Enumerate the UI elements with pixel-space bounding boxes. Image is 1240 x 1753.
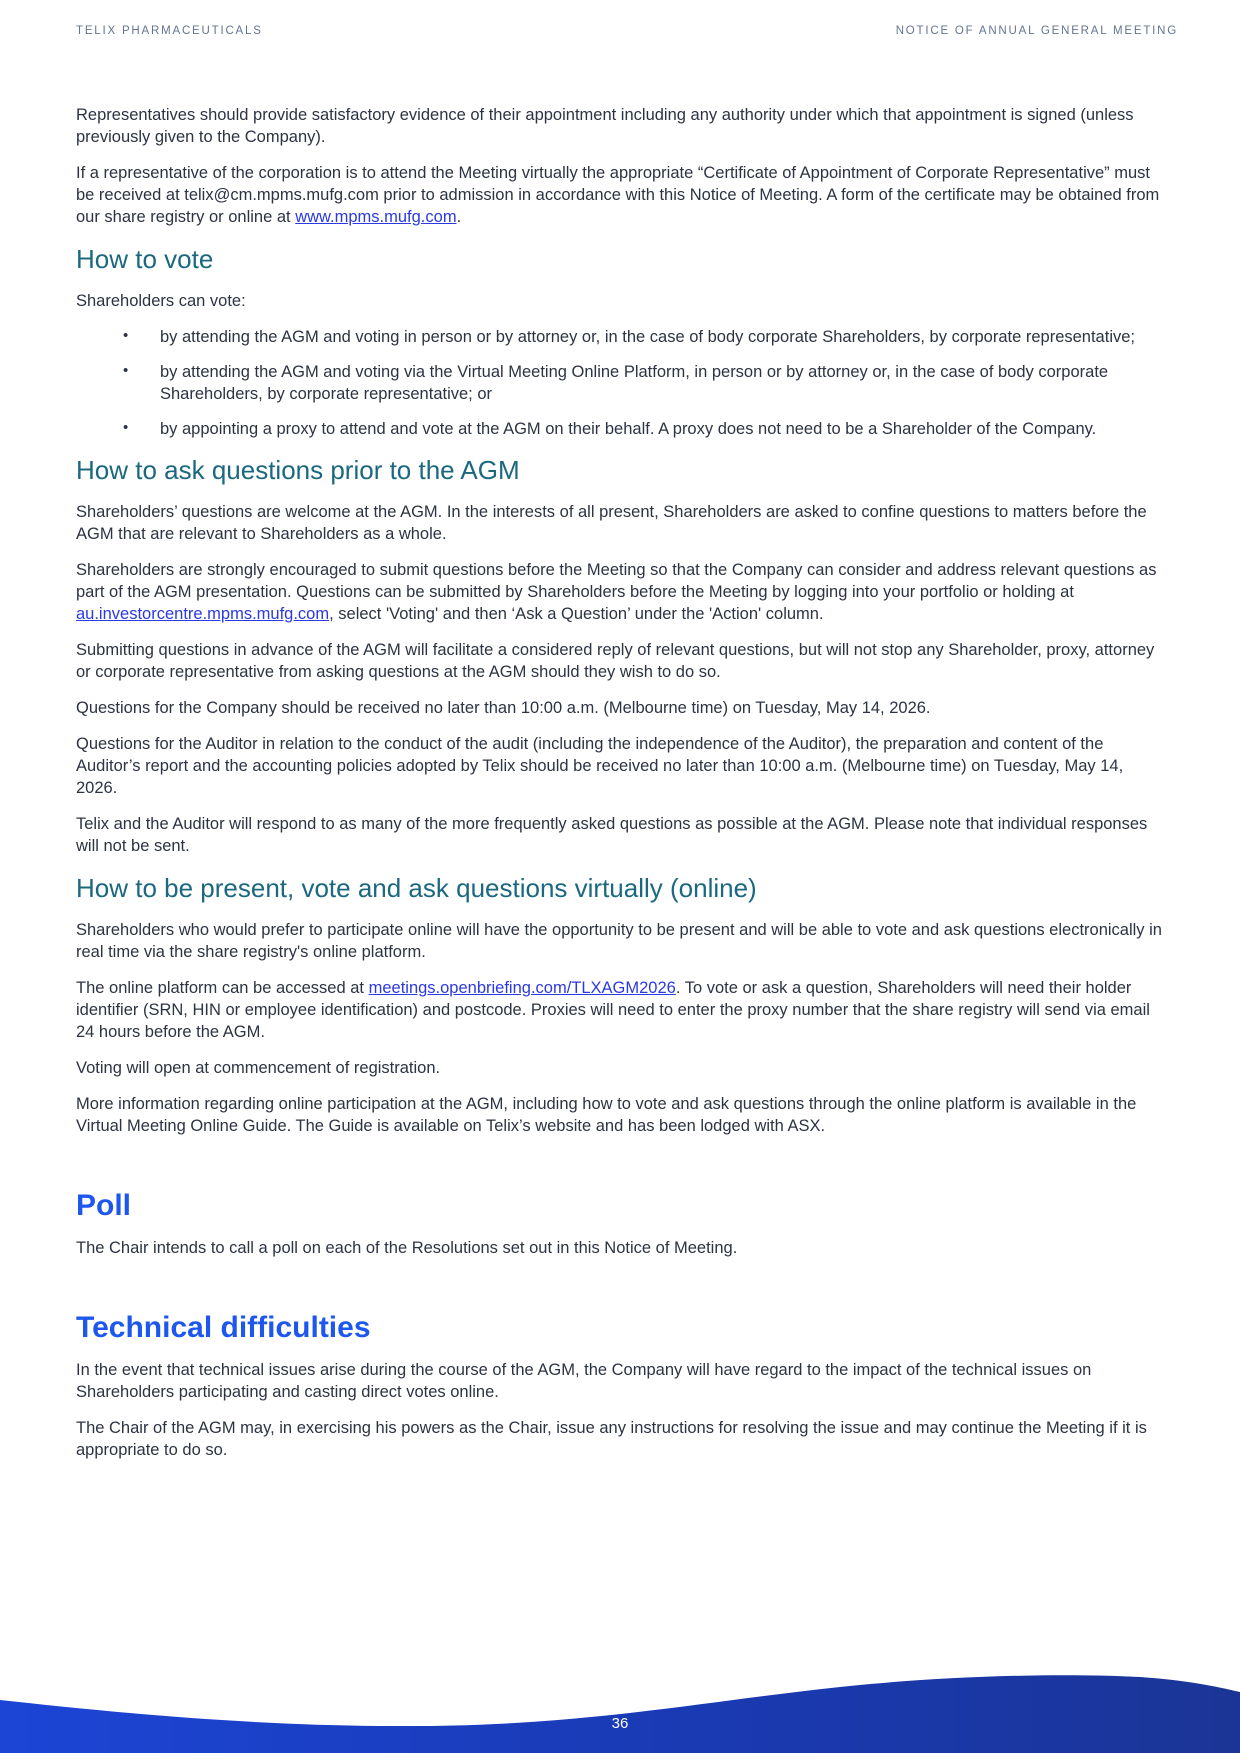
section-heading-ask-questions: How to ask questions prior to the AGM	[76, 455, 520, 485]
paragraph-technical-issues: In the event that technical issues arise during the course of the AGM, the Company will have regard to the impact of the technical issues on Shareholders participating and casting direct votes online.	[76, 1361, 1092, 1401]
vote-methods-list	[76, 326, 1166, 440]
page-number: 36	[611, 1715, 629, 1732]
paragraph-submitting-advance: Submitting questions in advance of the AGM will facilitate a considered reply of relevant questions, but will not stop any Shareholder, proxy, attorney or corporate representative from asking questions at the AGM should they wish to do so.	[76, 641, 1155, 681]
section-heading-how-to-vote: How to vote	[76, 244, 214, 274]
section-heading-virtual: How to be present, vote and ask questions virtually (online)	[76, 873, 757, 903]
bullet-icon: •	[123, 362, 129, 379]
list-item-text: by attending the AGM and voting via the Virtual Meeting Online Platform, in person or by attorney or, in the case of body corporate Shareholders, by corporate representative; or	[160, 363, 1109, 403]
paragraph-text: . To vote or ask a question, Shareholders will need their holder identifier (SRN, HIN or employee identification) and postcode. Proxies will need to enter the proxy number that the share registry will send via email 24 hours before the AGM.	[76, 979, 1150, 1041]
paragraph-online-participation: Shareholders who would prefer to participate online will have the opportunity to be present and will be able to vote and ask questions electronically in real time via the share registry's online platform.	[76, 921, 1162, 961]
paragraph-text: .	[456, 208, 462, 226]
page-header	[76, 25, 1178, 37]
bullet-icon: •	[123, 419, 129, 436]
header-company: TELIX PHARMACEUTICALS	[76, 25, 263, 37]
bullet-icon: •	[123, 327, 129, 344]
document-body	[76, 104, 1166, 1475]
list-item	[76, 326, 1166, 348]
paragraph-representatives: Representatives should provide satisfactory evidence of their appointment including any authority under which that appointment is signed (unless previously given to the Company).	[76, 106, 1134, 146]
investor-centre-link[interactable]: au.investorcentre.mpms.mufg.com	[76, 605, 330, 623]
paragraph-text: Shareholders are strongly encouraged to submit questions before the Meeting so that the Company can consider and address relevant questions as part of the AGM presentation. Questions can be submitted by Shareholders before the Meeting by logging into your portfolio or holding at	[76, 561, 1157, 601]
paragraph-voting-open: Voting will open at commencement of registration.	[76, 1059, 441, 1077]
list-item	[76, 361, 1166, 405]
list-item-text: by appointing a proxy to attend and vote at the AGM on their behalf. A proxy does not need to be a Shareholder of the Company.	[160, 420, 1097, 438]
section-heading-technical-difficulties: Technical difficulties	[76, 1311, 371, 1344]
list-item-text: by attending the AGM and voting in person or by attorney or, in the case of body corporate Shareholders, by corporate representative;	[160, 328, 1135, 346]
openbriefing-platform-link[interactable]: meetings.openbriefing.com/TLXAGM2026	[368, 979, 676, 997]
paragraph-chair-powers: The Chair of the AGM may, in exercising his powers as the Chair, issue any instructions for resolving the issue and may continue the Meeting if it is appropriate to do so.	[76, 1419, 1147, 1459]
paragraph-vote-lead: Shareholders can vote:	[76, 292, 246, 310]
section-heading-poll: Poll	[76, 1189, 132, 1222]
paragraph-text: If a representative of the corporation is to attend the Meeting virtually the appropriate “Certificate of Appointment of Corporate Representative” must be received at telix@cm.mpms.mufg.com prior to admission in accordance with this Notice of Meeting. A form of the certificate may be obtained from our share registry or online at	[76, 164, 1160, 226]
footer-wave	[0, 1643, 1240, 1753]
paragraph-poll: The Chair intends to call a poll on each of the Resolutions set out in this Notice of Meeting.	[76, 1239, 738, 1257]
paragraph-text: The online platform can be accessed at	[76, 979, 369, 997]
list-item	[76, 418, 1166, 440]
paragraph-company-deadline: Questions for the Company should be received no later than 10:00 a.m. (Melbourne time) on Tuesday, May 14, 2026.	[76, 699, 931, 717]
mufg-registry-link[interactable]: www.mpms.mufg.com	[295, 208, 457, 226]
paragraph-faq-response: Telix and the Auditor will respond to as many of the more frequently asked questions as possible at the AGM. Please note that individual responses will not be sent.	[76, 815, 1148, 855]
paragraph-more-information: More information regarding online participation at the AGM, including how to vote and ask questions through the online platform is available in the Virtual Meeting Online Guide. The Guide is available on Telix’s website and has been lodged with ASX.	[76, 1095, 1137, 1135]
paragraph-questions-welcome: Shareholders’ questions are welcome at the AGM. In the interests of all present, Shareholders are asked to confine questions to matters before the AGM that are relevant to Shareholders as a whole.	[76, 503, 1147, 543]
paragraph-auditor-deadline: Questions for the Auditor in relation to the conduct of the audit (including the independence of the Auditor), the preparation and content of the Auditor’s report and the accounting policies adopted by Telix should be received no later than 10:00 a.m. (Melbourne time) on Tuesday, May 14, 2026.	[76, 735, 1124, 797]
paragraph-online-platform	[76, 977, 1166, 1043]
header-doc-title: NOTICE OF ANNUAL GENERAL MEETING	[895, 25, 1178, 37]
paragraph-text: , select 'Voting' and then ‘Ask a Question’ under the 'Action' column.	[329, 605, 824, 623]
paragraph-submit-questions	[76, 559, 1166, 625]
paragraph-corporate-representative	[76, 162, 1166, 228]
